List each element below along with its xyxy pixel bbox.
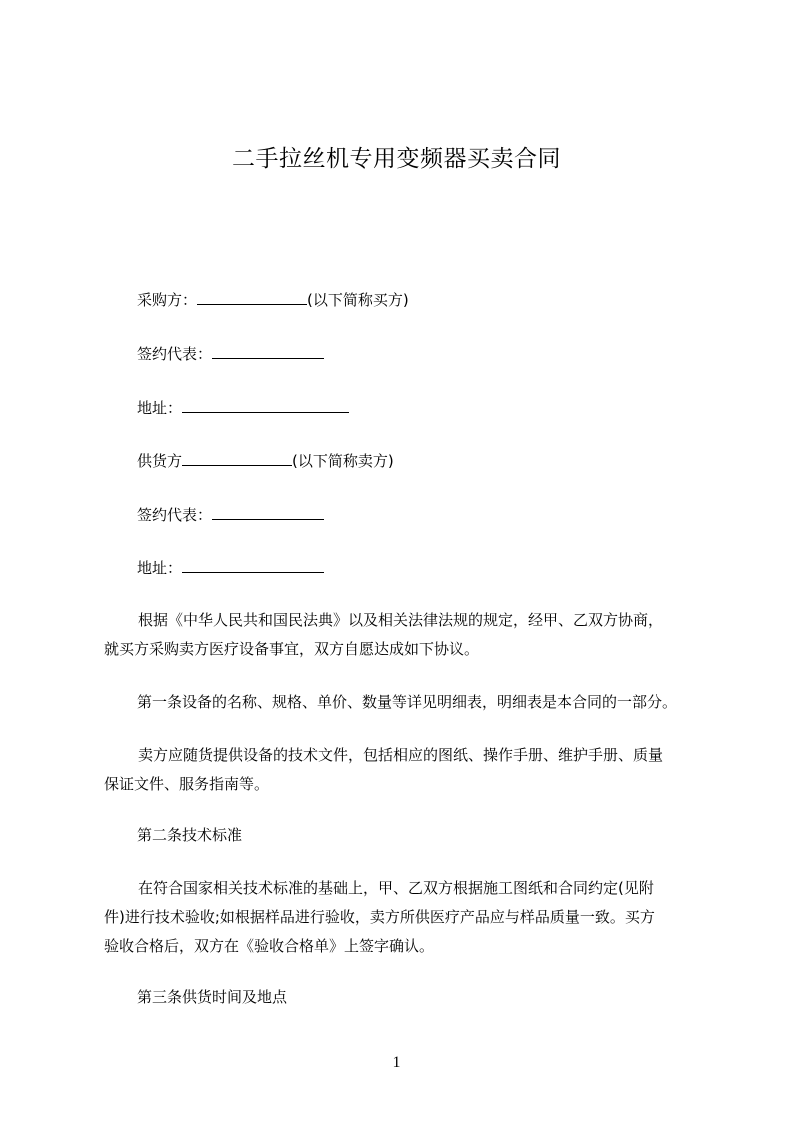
seller-label: 供货方 — [137, 452, 183, 470]
buyer-rep-field — [137, 342, 324, 367]
buyer-address-label: 地址： — [137, 399, 183, 417]
seller-rep-blank[interactable] — [212, 505, 324, 520]
buyer-suffix: (以下简称买方) — [307, 291, 409, 309]
buyer-rep-blank[interactable] — [212, 344, 324, 359]
standard-line-3: 验收合格后，双方在《验收合格单》上签字确认。 — [104, 937, 435, 955]
standard-paragraph — [104, 874, 704, 961]
buyer-label: 采购方： — [137, 291, 198, 309]
intro-line-1: 根据《中华人民共和国民法典》以及相关法律法规的规定，经甲、乙双方协商， — [138, 611, 664, 629]
docs-line-2: 保证文件、服务指南等。 — [104, 775, 270, 793]
document-title: 二手拉丝机专用变频器买卖合同 — [232, 146, 561, 172]
buyer-address-blank[interactable] — [182, 398, 349, 413]
seller-address-label: 地址： — [137, 559, 183, 577]
standard-line-1: 在符合国家相关技术标准的基础上，甲、乙双方根据施工图纸和合同约定(见附 — [138, 879, 654, 897]
seller-rep-label: 签约代表： — [137, 506, 213, 524]
seller-rep-field — [137, 503, 324, 528]
article2-heading: 第二条技术标准 — [137, 826, 243, 844]
article1-paragraph: 第一条设备的名称、规格、单价、数量等详见明细表，明细表是本合同的一部分。 — [137, 693, 678, 711]
intro-paragraph — [104, 606, 704, 664]
seller-address-blank[interactable] — [182, 558, 324, 573]
seller-suffix: (以下简称卖方) — [292, 452, 394, 470]
buyer-rep-label: 签约代表： — [137, 345, 213, 363]
article3-heading: 第三条供货时间及地点 — [137, 988, 288, 1006]
buyer-field — [137, 288, 409, 313]
intro-line-2: 就买方采购卖方医疗设备事宜，双方自愿达成如下协议。 — [104, 640, 480, 658]
seller-address-field — [137, 556, 324, 581]
docs-paragraph — [104, 741, 704, 799]
standard-line-2: 件)进行技术验收;如根据样品进行验收，卖方所供医疗产品应与样品质量一致。买方 — [104, 908, 655, 926]
buyer-blank[interactable] — [197, 290, 307, 305]
seller-field — [137, 449, 394, 474]
seller-blank[interactable] — [182, 451, 292, 466]
page-number: 1 — [392, 1054, 401, 1071]
buyer-address-field — [137, 396, 349, 421]
docs-line-1: 卖方应随货提供设备的技术文件，包括相应的图纸、操作手册、维护手册、质量 — [138, 746, 664, 764]
